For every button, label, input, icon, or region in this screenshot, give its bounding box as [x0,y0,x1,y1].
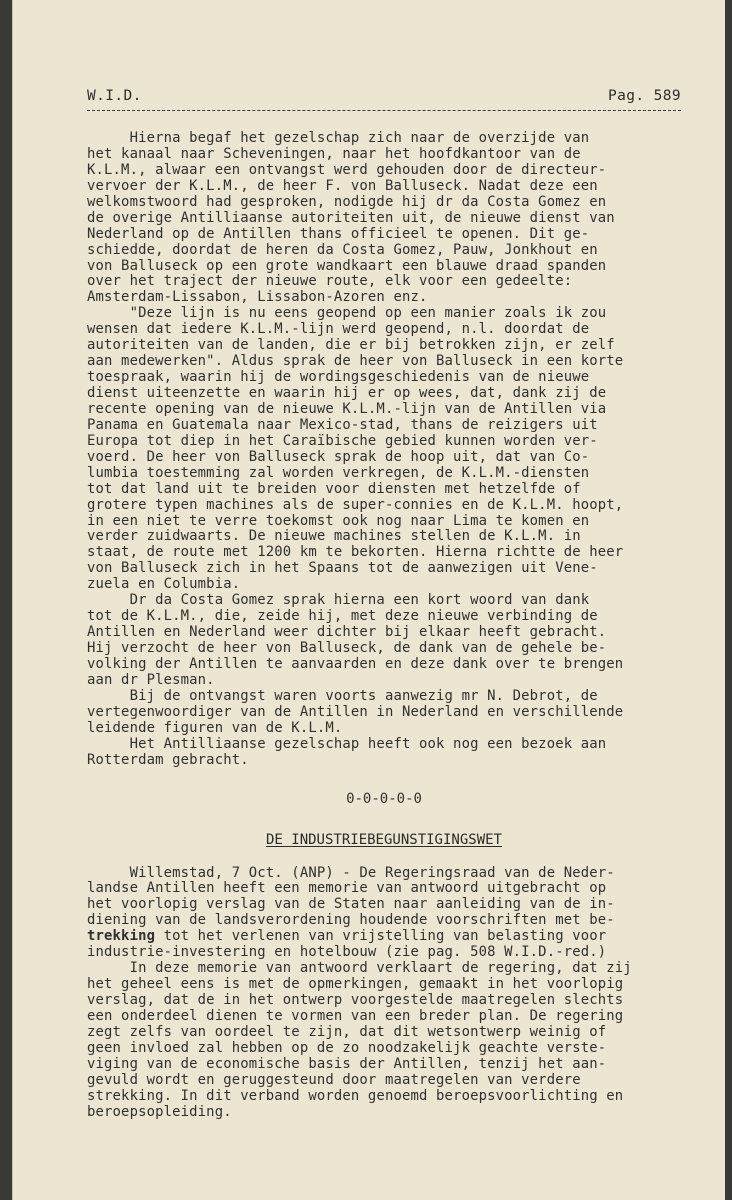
text-line: Rotterdam gebracht. [87,752,249,768]
text-line: Europa tot diep in het Caraïbische gebied kunnen worden ver- [87,433,598,449]
text-line: dienst uiteenzette en waarin hij er op wees, dat, dank zij de [87,386,607,401]
text-line: voerd. De heer von Balluseck sprak de hoop uit, dat van Co- [87,449,590,465]
text-line: viging van de economische basis der Antillen, tenzij het aan- [87,1056,607,1072]
text-line: industrie-investering en hotelbouw (zie pag. 508 W.I.D.-red.) [87,945,607,961]
text-line: Hij verzocht de heer von Balluseck, de dank van de gehele be- [87,641,607,656]
text-line: aan dr Plesman. [87,672,215,688]
text-line: verder zuidwaarts. De nieuwe machines stellen de K.L.M. in [87,529,581,545]
text-line: autoriteiten van de landen, die er bij betrokken zijn, er zelf [87,338,615,354]
article-line-bold [87,929,681,945]
bold-line-rest: tot het verlenen van vrijstelling van belasting voor [155,929,607,945]
text-line: toespraak, waarin hij de wordingsgeschiedenis van de nieuwe [87,370,590,386]
text-line: zuela en Columbia. [87,577,241,593]
text-line: de overige Antilliaanse autoriteiten uit, de nieuwe dienst van [87,210,615,226]
text-line: vertegenwoordiger van de Antillen in Nederland en verschillende [87,704,624,720]
text-line: zegt zelfs van oordeel te zijn, dat dit wetsontwerp weinig of [87,1024,607,1040]
text-line: tot de K.L.M., die, zeide hij, met deze nieuwe verbinding de [87,609,598,625]
text-line: gevuld wordt en geruggesteund door maatregelen van verdere [87,1072,581,1088]
text-line: over het traject der nieuwe route, elk voor een gedeelte: [87,274,573,290]
article-klm-continued [87,131,681,769]
text-line: volking der Antillen te aanvaarden en deze dank over te brengen [87,656,624,672]
bold-word: trekking [87,929,156,945]
text-line: diening van de landsverordening houdende voorschriften met be- [87,913,615,929]
text-line: Hierna begaf het gezelschap zich naar de overzijde van [87,131,590,146]
section-title [87,832,681,848]
text-line: von Balluseck zich in het Spaans tot de aanwezigen uit Vene- [87,561,598,577]
text-line: lumbia toestemming zal worden verkregen, de K.L.M.-diensten [87,465,590,481]
text-line: Amsterdam-Lissabon, Lissabon-Azoren enz. [87,290,428,306]
text-line: aan medewerken". Aldus sprak de heer von Balluseck in een korte [87,354,624,370]
text-line: schiedde, doordat de heren da Costa Gomez, Pauw, Jonkhout en [87,242,598,258]
publication-code: W.I.D. [87,88,142,104]
text-line: von Balluseck op een grote wandkaart een blauwe draad spanden [87,258,607,274]
document-page [12,0,725,1200]
text-line: Dr da Costa Gomez sprak hierna een kort woord van dank [87,593,590,609]
article-industrie-part-a [87,866,681,930]
text-line: Antillen en Nederland weer dichter bij elkaar heeft gebracht. [87,625,607,641]
text-line: in een niet te verre toekomst ook nog naar Lima te komen en [87,513,590,529]
text-line: staat, de route met 1200 km te bekorten. Hierna richtte de heer [87,545,624,561]
text-line: Bij de ontvangst waren voorts aanwezig mr N. Debrot, de [87,688,598,704]
section-separator: 0-0-0-0-0 [346,790,422,807]
text-line: K.L.M., alwaar een ontvangst werd gehouden door de directeur- [87,162,607,178]
text-line: verslag, dat de in het ontwerp voorgestelde maatregelen slechts [87,993,624,1008]
text-line: het kanaal naar Scheveningen, naar het hoofdkantoor van de [87,146,581,162]
text-line: een onderdeel dienen te vormen van een breder plan. De regering [87,1008,624,1024]
text-line: geen invloed zal hebben op de zo noodzakelijk geachte verste- [87,1040,607,1056]
text-line: leidende figuren van de K.L.M. [87,720,343,736]
page-content [87,88,681,1121]
text-line: grotere typen machines als de super-connies en de K.L.M. hoopt, [87,497,624,513]
text-line: landse Antillen heeft een memorie van antwoord uitgebracht op [87,881,607,897]
page-number: Pag. 589 [607,88,681,104]
text-line: beroepsopleiding. [87,1104,232,1120]
text-line: In deze memorie van antwoord verklaart de regering, dat zij [87,961,632,977]
text-line: het voorlopig verslag van de Staten naar aanleiding van de in- [87,897,615,913]
text-line: tot dat land uit te breiden voor diensten met hetzelfde of [87,481,581,497]
section-title-text: DE INDUSTRIEBEGUNSTIGINGSWET [265,831,502,848]
article-industrie-part-b [87,945,681,1120]
text-line: Willemstad, 7 Oct. (ANP) - De Regeringsraad van de Neder- [87,865,615,881]
text-line: Nederland op de Antillen thans officieel te openen. Dit ge- [87,226,590,242]
text-line: het geheel eens is met de opmerkingen, gemaakt in het voorlopig [87,977,624,993]
page-header [87,88,681,111]
text-line: welkomstwoord had gesproken, nodigde hij dr da Costa Gomez en [87,194,607,210]
text-line: strekking. In dit verband worden genoemd beroepsvoorlichting en [87,1088,624,1104]
text-line: wensen dat iedere K.L.M.-lijn werd geopend, n.l. doordat de [87,322,590,338]
text-line: Panama en Guatemala naar Mexico-stad, thans de reizigers uit [87,417,598,433]
text-line: Het Antilliaanse gezelschap heeft ook nog een bezoek aan [87,736,607,752]
text-line: recente opening van de nieuwe K.L.M.-lijn van de Antillen via [87,401,607,417]
text-line: vervoer der K.L.M., de heer F. von Balluseck. Nadat deze een [87,178,598,194]
text-line: "Deze lijn is nu eens geopend op een manier zoals ik zou [87,306,607,322]
